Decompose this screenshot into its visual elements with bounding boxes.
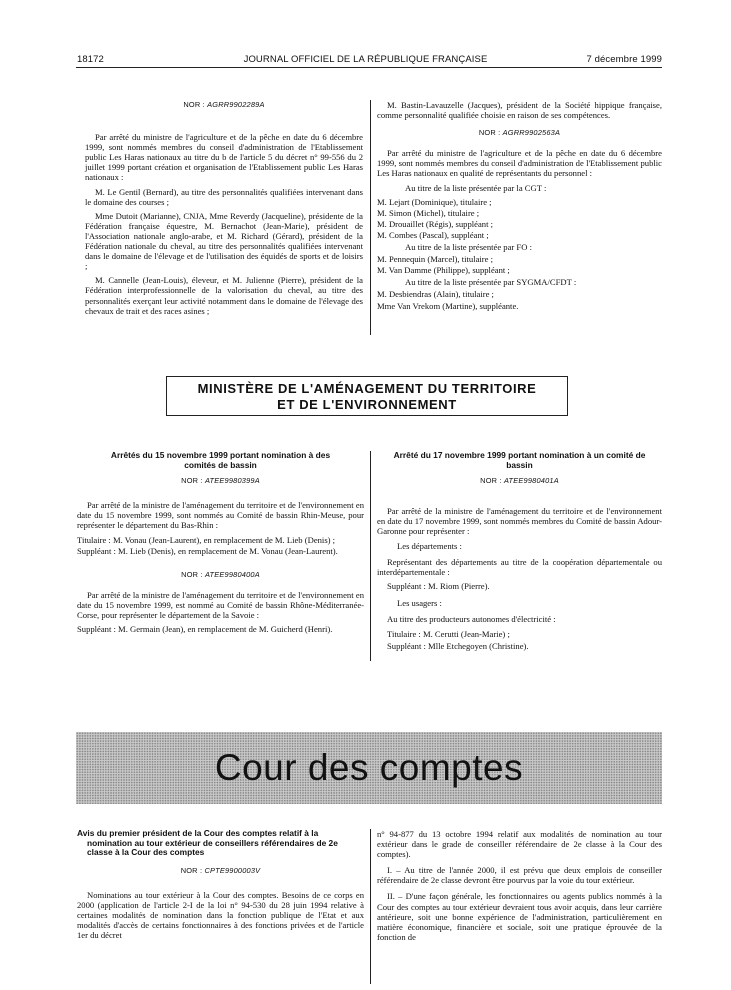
column-divider <box>370 829 371 984</box>
list-heading: Au titre de la liste présentée par la CGT : <box>405 182 547 193</box>
paragraph: Par arrêté de la ministre de l'aménagement du territoire et de l'environnement en date du 17 novembre 1999, sont nommés membres du Comité de bassin Adour-Garonne pour représenter : <box>377 506 662 537</box>
column-divider <box>370 451 371 661</box>
paragraph: Au titre des producteurs autonomes d'électricité : <box>387 614 556 625</box>
agri-right-column <box>377 100 662 315</box>
paragraph: M. Le Gentil (Bernard), au titre des personnalités qualifiées intervenant dans le domaine des courses ; <box>85 186 363 207</box>
journal-title: JOURNAL OFFICIEL DE LA RÉPUBLIQUE FRANÇAISE <box>243 54 488 65</box>
page-number: 18172 <box>77 54 104 65</box>
paragraph: Suppléant : M. Germain (Jean), en remplacement de M. Guicherd (Henri). <box>77 624 333 635</box>
paragraph: n° 94-877 du 13 octobre 1994 relatif aux modalités de nomination au tour extérieur dans le grade de conseiller référendaire de 2e classe à la Cour des comptes). <box>377 829 662 860</box>
list-item: M. Van Damme (Philippe), suppléant ; <box>377 265 510 276</box>
paragraph: Les départements : <box>397 540 462 551</box>
paragraph: Mme Dutoit (Marianne), CNJA, Mme Reverdy (Jacqueline), présidente de la Fédération française équestre, M. Bernachot (Jean-Marie), président de l'Association nationale anglo-arabe, et M. Richard (Gérard), président de la Fédération nationale du cheval, au titre des personnalités qualifiées intervenant dans le domaine de l'élevage et de l'utilisation des équidés de sports et de loisirs ; <box>85 210 363 272</box>
paragraph: Représentant des départements au titre de la coopération départementale ou interdépartementale : <box>377 556 662 577</box>
paragraph: Suppléant : M. Riom (Pierre). <box>387 580 490 591</box>
list-item: M. Drouaillet (Régis), suppléant ; <box>377 218 493 229</box>
agri-left-column <box>85 100 363 320</box>
cour-right-column <box>377 829 662 946</box>
paragraph: Nominations au tour extérieur à la Cour des comptes. Besoins de ce corps en 2000 (application de l'article 2-I de la loi n° 94-530 du 28 juin 1994 relative à certaines modalités de nomination dans la fonction publique de l'Etat et aux modalités d'accès de certains fonctionnaires à des fonctions privées et de l'article 1er du décret <box>77 889 364 941</box>
section-banner <box>76 732 662 804</box>
paragraph: Titulaire : M. Vonau (Jean-Laurent), en remplacement de M. Lieb (Denis) ; <box>77 534 336 545</box>
env-right-column <box>377 451 662 655</box>
list-heading: Au titre de la liste présentée par FO : <box>405 242 532 253</box>
banner-title: Cour des comptes <box>214 747 524 788</box>
nor-reference: NOR : AGRR9902563A <box>478 128 561 138</box>
paragraph: Par arrêté du ministre de l'agriculture et de la pêche en date du 6 décembre 1999, sont nommés membres du conseil d'administration de l'Etablissement public Les Haras nationaux au titre du b de l'article 5 du décret n° 99-556 du 2 juillet 1999 portant création et organisation de l'Etablissement public Les Haras nationaux : <box>85 132 363 183</box>
decree-title: Arrêté du 17 novembre 1999 portant nomination à un comité de bassin <box>393 450 646 470</box>
paragraph: I. – Au titre de l'année 2000, il est prévu que deux emplois de conseiller référendaire de 2e classe devront être pourvus par la voie du tour extérieur. <box>377 865 662 886</box>
header-rule <box>76 67 662 68</box>
list-item: M. Lejart (Dominique), titulaire ; <box>377 196 492 207</box>
paragraph: M. Cannelle (Jean-Louis), éleveur, et M. Julienne (Pierre), président de la Fédération interprofessionnelle de la valorisation du cheval, au titre des personnalités exerçant leur activité notamment dans le domaine de l'élevage des chevaux de trait et des races asines ; <box>85 275 363 316</box>
paragraph: M. Bastin-Lavauzelle (Jacques), président de la Société hippique française, comme personnalité qualifiée choisie en raison de ses compétences. <box>377 100 662 121</box>
paragraph: Suppléant : M. Lieb (Denis), en remplacement de M. Vonau (Jean-Laurent). <box>77 545 338 556</box>
decree-title: Arrêtés du 15 novembre 1999 portant nomination à des comités de bassin <box>110 450 331 470</box>
paragraph: II. – D'une façon générale, les fonctionnaires ou agents publics nommés à la Cour des comptes au tour extérieur devraient tous avoir acquis, dans leur carrière antérieure, soit une bonne expérience de l'administration, particulièrement en matière économique, financière et sociale, soit une pratique éprouvée de la fonction de <box>377 891 662 942</box>
list-item: M. Desbiendras (Alain), titulaire ; <box>377 289 494 300</box>
ministry-heading: MINISTÈRE DE L'AMÉNAGEMENT DU TERRITOIRE ET DE L'ENVIRONNEMENT <box>166 376 568 416</box>
nor-reference: NOR : ATEE9980400A <box>181 569 260 579</box>
notice-title: Avis du premier président de la Cour des comptes relatif à la nomination au tour extérieur de conseillers référendaires de 2e classe à la Cour des comptes <box>77 828 338 858</box>
column-divider <box>370 100 371 335</box>
cour-left-column <box>77 829 364 944</box>
paragraph: Par arrêté de la ministre de l'aménagement du territoire et de l'environnement en date du 15 novembre 1999, est nommé au Comité de bassin Rhône-Méditerranée-Corse, pour représenter le département de la Savoie : <box>77 589 364 621</box>
list-heading: Au titre de la liste présentée par SYGMA/CFDT : <box>405 277 577 288</box>
list-item: M. Combes (Pascal), suppléant ; <box>377 229 489 240</box>
nor-reference: NOR : ATEE9980399A <box>181 476 260 486</box>
paragraph: Suppléant : Mlle Etchegoyen (Christine). <box>387 641 529 652</box>
list-item: Mme Van Vrekom (Martine), suppléante. <box>377 300 519 311</box>
list-item: M. Pennequin (Marcel), titulaire ; <box>377 254 493 265</box>
paragraph: Titulaire : M. Cerutti (Jean-Marie) ; <box>387 629 510 640</box>
paragraph: Par arrêté de la ministre de l'aménagement du territoire et de l'environnement en date du 15 novembre 1999, sont nommés au Comité de bassin Rhin-Meuse, pour représenter le département du Bas-Rhin : <box>77 500 364 531</box>
paragraph: Les usagers : <box>397 597 442 608</box>
nor-reference: NOR : AGRR9902289A <box>183 100 265 109</box>
list-item: M. Simon (Michel), titulaire ; <box>377 207 480 218</box>
nor-reference: NOR : ATEE9980401A <box>480 476 559 486</box>
paragraph: Par arrêté du ministre de l'agriculture et de la pêche en date du 6 décembre 1999, sont nommés membres du conseil d'administration de l'Etablissement public Les Haras nationaux en qualité de représentants du personnel : <box>377 148 662 179</box>
env-left-column <box>77 451 364 638</box>
nor-reference: NOR : CPTE9900003V <box>180 865 261 875</box>
issue-date: 7 décembre 1999 <box>586 54 662 65</box>
